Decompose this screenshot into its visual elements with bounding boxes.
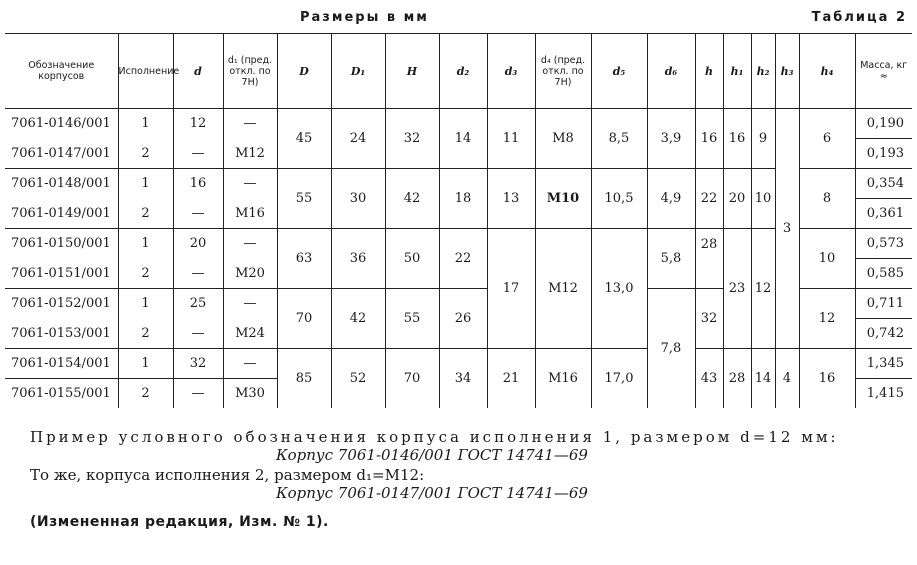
cell-d: —	[173, 319, 223, 349]
cell-d: —	[173, 139, 223, 169]
cell-code: 7061-0154/001	[5, 349, 118, 379]
cell-d1: —	[223, 289, 277, 319]
cell-d: 12	[173, 109, 223, 139]
cell-h1: 16	[723, 109, 751, 169]
cell-d2: 34	[439, 349, 487, 409]
cell-D1: 42	[331, 289, 385, 349]
cell-D1: 52	[331, 349, 385, 409]
cell-h: 16	[695, 109, 723, 169]
cell-D1: 30	[331, 169, 385, 229]
cell-h4: 12	[799, 289, 855, 349]
cell-d: —	[173, 199, 223, 229]
cell-h2: 10	[751, 169, 775, 229]
cell-D: 70	[277, 289, 331, 349]
cell-D: 45	[277, 109, 331, 169]
dimensions-table	[5, 33, 912, 408]
header-h3: h₃	[775, 34, 799, 109]
cell-mass: 1,415	[855, 379, 912, 409]
cell-h: 28	[695, 229, 723, 289]
cell-h3: 4	[775, 349, 799, 409]
cell-code: 7061-0153/001	[5, 319, 118, 349]
cell-h4: 10	[799, 229, 855, 289]
cell-d: 20	[173, 229, 223, 259]
cell-mass: 0,354	[855, 169, 912, 199]
cell-d1: М12	[223, 139, 277, 169]
table-row	[5, 349, 912, 379]
example-note-2: То же, корпуса исполнения 2, размером d₁=М12:	[30, 466, 425, 484]
cell-d: —	[173, 379, 223, 409]
cell-mass: 0,190	[855, 109, 912, 139]
cell-code: 7061-0152/001	[5, 289, 118, 319]
cell-h2: 14	[751, 349, 775, 409]
cell-h1: 20	[723, 169, 751, 229]
cell-d6: 4,9	[647, 169, 695, 229]
cell-h4: 8	[799, 169, 855, 229]
header-d1: d₁ (пред. откл. по 7Н)	[223, 34, 277, 109]
cell-variant: 2	[118, 139, 173, 169]
header-mass: Масса, кг ≈	[855, 34, 912, 109]
revision-note: (Измененная редакция, Изм. № 1).	[30, 514, 329, 530]
cell-variant: 2	[118, 259, 173, 289]
cell-d3: 13	[487, 169, 535, 229]
cell-mass: 0,585	[855, 259, 912, 289]
cell-d5: 13,0	[591, 229, 647, 349]
example-designation-2: Корпус 7061-0147/001 ГОСТ 14741—69	[276, 484, 588, 502]
header-d4: d₄ (пред. откл. по 7Н)	[535, 34, 591, 109]
cell-d: —	[173, 259, 223, 289]
cell-d3: 17	[487, 229, 535, 349]
table-number: Таблица 2	[811, 10, 907, 25]
cell-code: 7061-0151/001	[5, 259, 118, 289]
cell-d: 25	[173, 289, 223, 319]
cell-d6: 3,9	[647, 109, 695, 169]
cell-code: 7061-0147/001	[5, 139, 118, 169]
cell-variant: 1	[118, 349, 173, 379]
cell-d4: М12	[535, 229, 591, 349]
cell-d: 32	[173, 349, 223, 379]
cell-d2: 18	[439, 169, 487, 229]
cell-D1: 24	[331, 109, 385, 169]
table-title-line	[0, 10, 917, 30]
header-h: h	[695, 34, 723, 109]
cell-mass: 0,573	[855, 229, 912, 259]
cell-d3: 11	[487, 109, 535, 169]
cell-d1: М16	[223, 199, 277, 229]
cell-h4: 6	[799, 109, 855, 169]
cell-d6: 7,8	[647, 289, 695, 409]
cell-h3: 3	[775, 109, 799, 349]
cell-d1: —	[223, 349, 277, 379]
cell-variant: 2	[118, 379, 173, 409]
header-d6: d₆	[647, 34, 695, 109]
cell-d5: 10,5	[591, 169, 647, 229]
header-d2: d₂	[439, 34, 487, 109]
cell-d2: 26	[439, 289, 487, 349]
cell-H: 42	[385, 169, 439, 229]
header-d5: d₅	[591, 34, 647, 109]
cell-d5: 8,5	[591, 109, 647, 169]
cell-H: 32	[385, 109, 439, 169]
cell-mass: 0,742	[855, 319, 912, 349]
header-D: D	[277, 34, 331, 109]
cell-h2: 12	[751, 229, 775, 349]
cell-d1: М30	[223, 379, 277, 409]
cell-h: 43	[695, 349, 723, 409]
cell-variant: 2	[118, 199, 173, 229]
cell-d1: М20	[223, 259, 277, 289]
cell-D: 55	[277, 169, 331, 229]
cell-variant: 2	[118, 319, 173, 349]
cell-d2: 22	[439, 229, 487, 289]
header-variant: Исполнение	[118, 34, 173, 109]
cell-d6: 5,8	[647, 229, 695, 289]
cell-code: 7061-0149/001	[5, 199, 118, 229]
cell-d5: 17,0	[591, 349, 647, 409]
header-h1: h₁	[723, 34, 751, 109]
header-h4: h₄	[799, 34, 855, 109]
cell-code: 7061-0150/001	[5, 229, 118, 259]
cell-h: 22	[695, 169, 723, 229]
cell-mass: 0,193	[855, 139, 912, 169]
example-designation-1: Корпус 7061-0146/001 ГОСТ 14741—69	[276, 446, 588, 464]
cell-d4: М8	[535, 109, 591, 169]
header-D1: D₁	[331, 34, 385, 109]
cell-H: 50	[385, 229, 439, 289]
example-note: Пример условного обозначения корпуса исполнения 1, размером d=12 мм:	[30, 428, 839, 446]
cell-h1: 23	[723, 229, 751, 349]
cell-D: 63	[277, 229, 331, 289]
cell-code: 7061-0148/001	[5, 169, 118, 199]
cell-mass: 1,345	[855, 349, 912, 379]
cell-h: 32	[695, 289, 723, 349]
cell-D: 85	[277, 349, 331, 409]
cell-d4: М10	[535, 169, 591, 229]
cell-H: 55	[385, 289, 439, 349]
cell-H: 70	[385, 349, 439, 409]
cell-variant: 1	[118, 169, 173, 199]
table-row	[5, 109, 912, 139]
cell-d4: М16	[535, 349, 591, 409]
cell-h1: 28	[723, 349, 751, 409]
dimensions-caption: Размеры в мм	[300, 10, 429, 25]
cell-d1: —	[223, 229, 277, 259]
cell-mass: 0,361	[855, 199, 912, 229]
cell-d1: —	[223, 109, 277, 139]
cell-code: 7061-0155/001	[5, 379, 118, 409]
cell-D1: 36	[331, 229, 385, 289]
cell-d: 16	[173, 169, 223, 199]
cell-d2: 14	[439, 109, 487, 169]
cell-d3: 21	[487, 349, 535, 409]
cell-variant: 1	[118, 229, 173, 259]
cell-h2: 9	[751, 109, 775, 169]
header-designation: Обозначение корпусов	[5, 34, 118, 109]
header-d3: d₃	[487, 34, 535, 109]
header-h2: h₂	[751, 34, 775, 109]
cell-mass: 0,711	[855, 289, 912, 319]
cell-variant: 1	[118, 109, 173, 139]
cell-d1: М24	[223, 319, 277, 349]
header-d: d	[173, 34, 223, 109]
header-row	[5, 34, 912, 109]
cell-variant: 1	[118, 289, 173, 319]
cell-h4: 16	[799, 349, 855, 409]
cell-code: 7061-0146/001	[5, 109, 118, 139]
header-H: H	[385, 34, 439, 109]
cell-d1: —	[223, 169, 277, 199]
